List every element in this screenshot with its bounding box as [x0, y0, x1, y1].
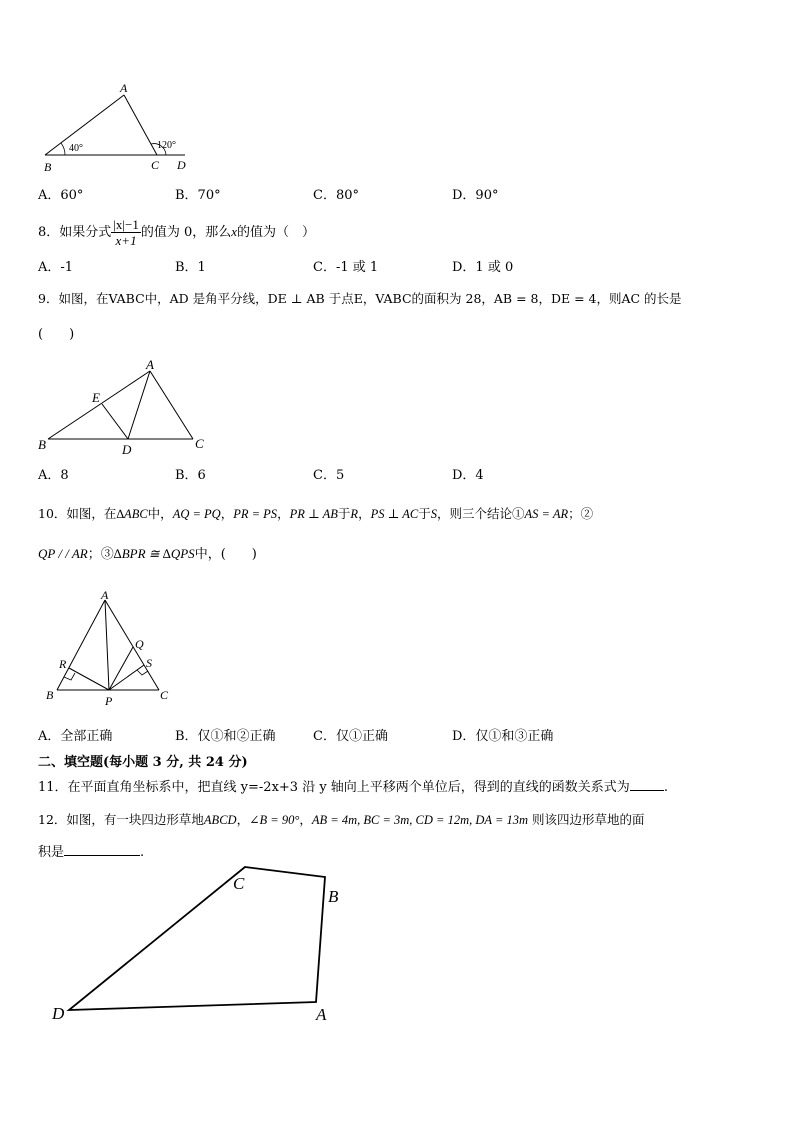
figure-q7-triangle	[30, 80, 200, 175]
q7-option-b[interactable]: B．70°	[175, 188, 221, 203]
q10-l1-m4: R	[350, 507, 359, 521]
q8-stem	[38, 216, 315, 249]
q11-stem	[38, 779, 668, 797]
line-pr	[69, 668, 109, 690]
q7-option-d[interactable]: D．90°	[452, 188, 499, 203]
label-d: D	[52, 1004, 65, 1023]
q8-fraction	[111, 217, 141, 248]
q10-l1-f: ；②	[568, 506, 594, 521]
line-ab	[57, 600, 105, 690]
q12-l1-sep2: ，	[299, 812, 312, 827]
q9-option-a[interactable]: A．8	[38, 468, 69, 483]
q10-l1-e: ，则三个结论①	[436, 506, 525, 521]
q12-l1-a: 12．如图，有一块四边形草地	[38, 812, 204, 827]
q10-option-a[interactable]: A．全部正确	[38, 729, 113, 744]
label-a: A	[120, 81, 128, 95]
label-p: P	[105, 694, 113, 708]
q8-frac-numerator: |x|−1	[113, 217, 139, 232]
q8-suffix-a: 的值为 0，那么	[140, 225, 232, 240]
q8-var: x	[231, 224, 238, 239]
label-d: D	[177, 158, 186, 172]
right-angle-s	[137, 670, 148, 675]
q10-l1-m7: AS = AR	[524, 507, 569, 521]
q9-option-b[interactable]: B．6	[175, 468, 206, 483]
q10-l1-m1: AQ = PQ	[172, 507, 221, 521]
q11-text: 11．在平面直角坐标系中，把直线 y=-2x+3 沿 y 轴向上平移两个单位后，得到的直线的函数关系式为	[38, 780, 630, 795]
line-pq	[109, 647, 133, 690]
q10-option-c[interactable]: C．仅①正确	[313, 729, 388, 744]
label-s: S	[146, 656, 152, 670]
angle-c-value: 120°	[157, 140, 176, 151]
q9-stem-line2: ( )	[38, 327, 75, 342]
q10-stem-line1	[38, 505, 593, 523]
q10-l2-m1: QP / / AR	[38, 546, 88, 561]
q12-l1-m2: ∠B = 90°	[249, 813, 300, 827]
q12-answer-blank[interactable]	[64, 855, 140, 856]
q10-l1-c: 于	[337, 506, 351, 521]
line-ba	[45, 95, 124, 155]
label-c: C	[233, 874, 245, 893]
figure-q12-quadrilateral	[40, 865, 360, 1030]
label-a: A	[146, 357, 154, 372]
q10-l1-b: 中，	[147, 506, 173, 521]
label-q: Q	[135, 637, 144, 651]
section-title: 二、填空题(每小题 3 分, 共 24 分)	[38, 755, 248, 770]
quad-abcd	[69, 867, 325, 1010]
q10-l1-a: 10．如图，在	[38, 506, 117, 521]
q10-l1-tri: ∆ABC	[116, 507, 148, 521]
q10-stem-line2	[38, 545, 257, 564]
q12-l1-sep: ，	[236, 812, 250, 827]
q9-stem-line1: 9．如图，在VABC中，AD 是角平分线，DE ⊥ AB 于点E，VABC的面积为 28，AB = 8，DE = 4，则AC 的长是	[38, 291, 682, 306]
q10-option-d[interactable]: D．仅①和③正确	[452, 729, 554, 744]
q10-option-b[interactable]: B．仅①和②正确	[175, 729, 276, 744]
q10-l1-m3: PR ⊥ AB	[289, 507, 338, 521]
q9-option-d[interactable]: D．4	[452, 468, 484, 483]
q12-l2-a: 积是	[38, 845, 65, 860]
q10-l1-d: 于	[418, 506, 431, 521]
q12-l2-end: .	[140, 845, 145, 860]
q10-l1-m2: PR = PS	[233, 507, 278, 521]
q8-option-a[interactable]: A．-1	[38, 260, 74, 275]
label-c: C	[151, 158, 160, 172]
q12-stem-line2	[38, 844, 144, 862]
line-ps	[109, 665, 144, 690]
q8-prefix: 8．如果分式	[38, 225, 112, 240]
q12-stem-line1	[38, 811, 645, 829]
label-b: B	[46, 688, 54, 702]
q10-l1-sep2: ，	[277, 506, 290, 521]
angle-b-value: 40°	[69, 143, 83, 154]
label-d: D	[122, 442, 132, 457]
line-ad	[128, 371, 150, 439]
label-e: E	[92, 390, 100, 405]
q10-l1-m5: PS ⊥ AC	[370, 507, 419, 521]
q12-l1-m3: AB = 4m, BC = 3m, CD = 12m, DA = 13m	[311, 813, 529, 827]
q8-option-b[interactable]: B．1	[175, 260, 206, 275]
label-a: A	[316, 1005, 327, 1024]
q8-frac-denominator: x+1	[115, 233, 137, 248]
label-b: B	[38, 437, 46, 452]
q10-l1-sep3: ，	[358, 506, 371, 521]
q10-l2-m2: ∆BPR ≅ ∆QPS	[113, 546, 195, 561]
q11-end: .	[663, 780, 668, 795]
label-b: B	[44, 160, 52, 174]
label-b: B	[328, 887, 339, 906]
line-ac	[124, 95, 157, 155]
q12-l1-m1: ABCD	[203, 813, 237, 827]
line-ap	[105, 600, 109, 690]
q12-l1-b: 则该四边形草地的面	[528, 812, 645, 827]
line-ac	[105, 600, 159, 690]
q8-option-d[interactable]: D．1 或 0	[452, 260, 514, 275]
q11-answer-blank[interactable]	[630, 790, 664, 791]
q7-option-a[interactable]: A．60°	[38, 188, 84, 203]
line-ba	[48, 371, 150, 439]
q10-l2-b: 中，( )	[194, 547, 257, 562]
line-de	[102, 404, 128, 439]
angle-b-arc	[61, 143, 65, 155]
line-ac	[150, 371, 193, 439]
q9-option-c[interactable]: C．5	[313, 468, 345, 483]
q8-option-c[interactable]: C．-1 或 1	[313, 260, 379, 275]
q10-l1-sep1: ，	[220, 506, 234, 521]
label-r: R	[59, 657, 67, 671]
q10-l2-a: ；③	[87, 547, 114, 562]
figure-q10-triangle	[40, 585, 190, 710]
figure-q9-triangle	[30, 355, 220, 460]
q7-option-c[interactable]: C．80°	[313, 188, 359, 203]
q10-l1-m6: S	[430, 507, 437, 521]
label-a: A	[101, 588, 109, 602]
q8-suffix-b: 的值为（ ）	[237, 225, 316, 240]
label-c: C	[160, 688, 169, 702]
label-c: C	[195, 436, 204, 451]
